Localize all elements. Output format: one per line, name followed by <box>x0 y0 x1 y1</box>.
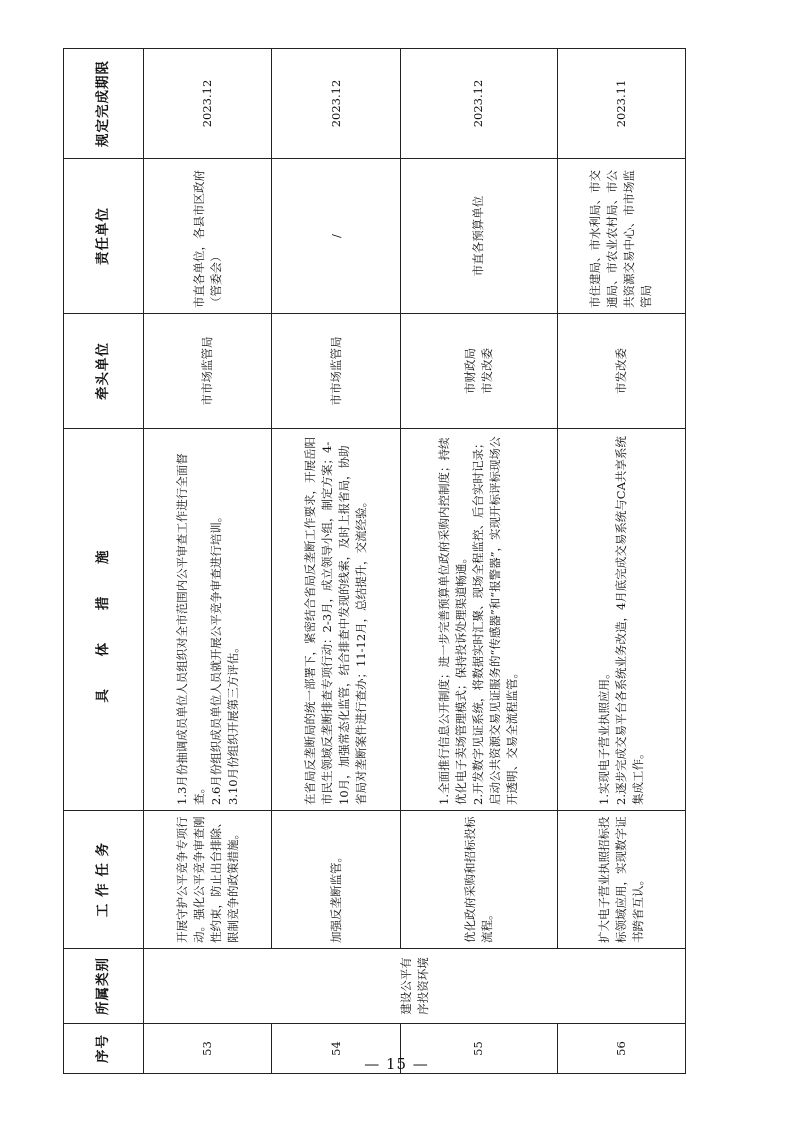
cell-seq: 56 <box>557 1024 685 1074</box>
page-number: — 15 — <box>364 1055 429 1073</box>
table-row <box>272 49 400 1074</box>
cell-task: 优化政府采购和招标投标流程。 <box>400 811 557 949</box>
cell-lead <box>400 314 557 429</box>
cell-lead <box>557 314 685 429</box>
cell-resp: 市直各预算单位 <box>400 159 557 314</box>
cell-measures <box>144 429 272 811</box>
cell-seq: 53 <box>144 1024 272 1074</box>
cell-deadline: 2023.11 <box>557 49 685 159</box>
lead-text: 市发改委 <box>613 348 628 394</box>
table-header-row <box>64 49 144 1074</box>
lead-text: 市财政局 市发改委 <box>462 348 494 394</box>
header-resp: 责任单位 <box>64 159 144 314</box>
cell-seq: 55 <box>400 1024 557 1074</box>
header-category: 所属类别 <box>64 949 144 1024</box>
header-task: 工 作 任 务 <box>64 811 144 949</box>
task-table <box>63 48 686 1074</box>
cell-task: 扩大电子营业执照招标投标领域应用，实现数字证书跨省互认。 <box>557 811 685 949</box>
cell-measures <box>272 429 400 811</box>
measures-text: 1.全面推行信息公开制度；进一步完善预算单位政府采购内控制度；持续优化电子卖场管理模式；保持投诉处理渠道畅通。 2.开发数字见证系统，将数据实时汇聚、现场全程监控、后台实时记录；启动公共资源交易见证服务的“传感器”和“报警器”，实现开标评标现场公开透明、交易全流程监管。 <box>437 436 520 805</box>
table-row <box>144 49 272 1074</box>
header-seq: 序号 <box>64 1024 144 1074</box>
cell-measures <box>400 429 557 811</box>
measures-text: 在省局反垄断局的统一部署下，紧密结合省局反垄断工作要求，开展岳阳市民生领域反垄断排查专项行动：2-3月，成立领导小组，制定方案；4-10月，加强常态化监管，结合排查中发现的线索，及时上报省局，协助省局对垄断案件进行查办；11-12月，总结提升，交流经验。 <box>303 437 369 805</box>
header-deadline: 规定完成期限 <box>64 49 144 159</box>
table-row <box>400 49 557 1074</box>
cell-lead <box>144 314 272 429</box>
cell-measures <box>557 429 685 811</box>
rotated-table-page <box>63 49 686 1074</box>
cell-deadline: 2023.12 <box>144 49 272 159</box>
header-lead: 牵头单位 <box>64 314 144 429</box>
cell-deadline: 2023.12 <box>400 49 557 159</box>
cell-resp: / <box>272 159 400 314</box>
cell-deadline: 2023.12 <box>272 49 400 159</box>
cell-resp: 市直各单位，各县市区政府（管委会） <box>144 159 272 314</box>
lead-text: 市市场监管局 <box>200 336 215 406</box>
cell-seq: 54 <box>272 1024 400 1074</box>
measures-text: 1.实现电子营业执照应用。 2.逐步完成交易平台各系统业务改造，4月底完成交易系统与CA共享系统集成工作。 <box>596 436 645 805</box>
measures-text: 1.3月份抽调成员单位人员组织对全市范围内公平审查工作进行全面督查。 2.6月份组织成员单位人员就开展公平竞争审查进行培训。 3.10月份组织开展第三方评估。 <box>174 453 240 805</box>
cell-task: 开展守护公平竞争专项行动。强化公平竞争审查刚性约束，防止出台排除、限制竞争的政策措施。 <box>144 811 272 949</box>
lead-text: 市市场监管局 <box>328 336 343 406</box>
header-measures: 具 体 措 施 <box>64 429 144 811</box>
cell-resp: 市住建局、市水利局、市交通局、市农业农村局、市公共资源交易中心、市市场监管局 <box>557 159 685 314</box>
table-row <box>557 49 685 1074</box>
cell-task: 加强反垄断监管。 <box>272 811 400 949</box>
cell-lead <box>272 314 400 429</box>
cell-category: 建设公平有序投资环境 <box>144 949 686 1024</box>
